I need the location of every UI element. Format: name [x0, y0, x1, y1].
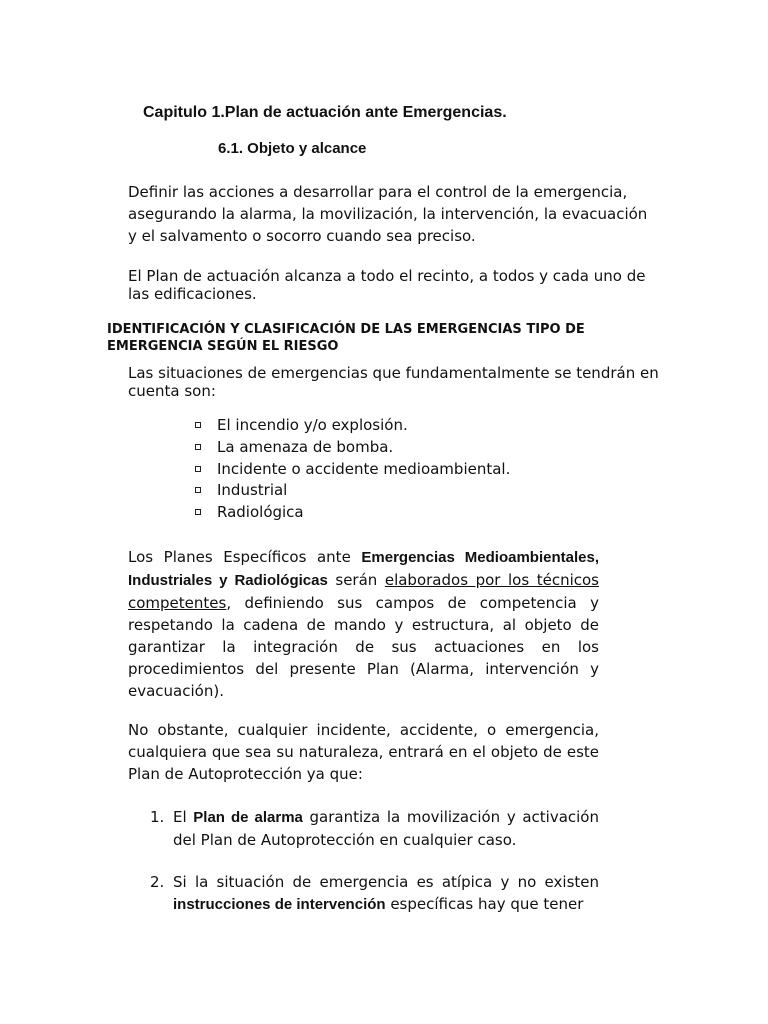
- chapter-title: Capitulo 1.Plan de actuación ante Emergencias.: [143, 104, 507, 121]
- list-item: La amenaza de bomba.: [193, 437, 510, 459]
- list-item: El incendio y/o explosión.: [193, 415, 510, 437]
- square-bullet-icon: [195, 509, 201, 515]
- numbered-item-marker: 2.: [150, 873, 165, 891]
- square-bullet-icon: [195, 422, 201, 428]
- nonetheless-paragraph: No obstante, cualquier incidente, accidente, o emergencia, cualquiera que sea su naturaleza, entrará en el objeto de este Plan de Autoprotección ya que:: [128, 721, 599, 783]
- numbered-item-text: El Plan de alarma garantiza la movilización y activación del Plan de Autoprotección en cualquier caso.: [173, 808, 599, 849]
- square-bullet-icon: [195, 487, 201, 493]
- numbered-item-marker: 1.: [150, 808, 165, 826]
- list-item: Incidente o accidente medioambiental.: [193, 459, 510, 481]
- square-bullet-icon: [195, 466, 201, 472]
- intro-paragraph: Definir las acciones a desarrollar para el control de la emergencia, asegurando la alarma, la movilización, la intervención, la evacuación y el salvamento o socorro cuando sea preciso.: [128, 183, 648, 245]
- square-bullet-icon: [195, 444, 201, 450]
- scope-paragraph: El Plan de actuación alcanza a todo el recinto, a todos y cada uno de las edificaciones.: [128, 267, 646, 303]
- section-subtitle: 6.1. Objeto y alcance: [218, 140, 367, 157]
- list-item: Industrial: [193, 480, 510, 502]
- plans-paragraph: Los Planes Específicos ante Emergencias Medioambientales, Industriales y Radiológicas serán elaborados por los técnicos competentes, definiendo sus campos de competencia y respetando la cadena de mando y estructura, al objeto de garantizar la integración de sus actuaciones en los procedimientos del presente Plan (Alarma, intervención y evacuación).: [128, 548, 599, 700]
- section-heading: IDENTIFICACIÓN Y CLASIFICACIÓN DE LAS EMERGENCIAS TIPO DE EMERGENCIA SEGÚN EL RIESGO: [107, 322, 585, 354]
- list-item: Radiológica: [193, 502, 510, 524]
- situations-paragraph: Las situaciones de emergencias que fundamentalmente se tendrán en cuenta son:: [128, 364, 659, 400]
- emergency-types-list: [193, 415, 510, 524]
- numbered-item-text: Si la situación de emergencia es atípica y no existen instrucciones de intervención específicas hay que tener: [173, 873, 599, 913]
